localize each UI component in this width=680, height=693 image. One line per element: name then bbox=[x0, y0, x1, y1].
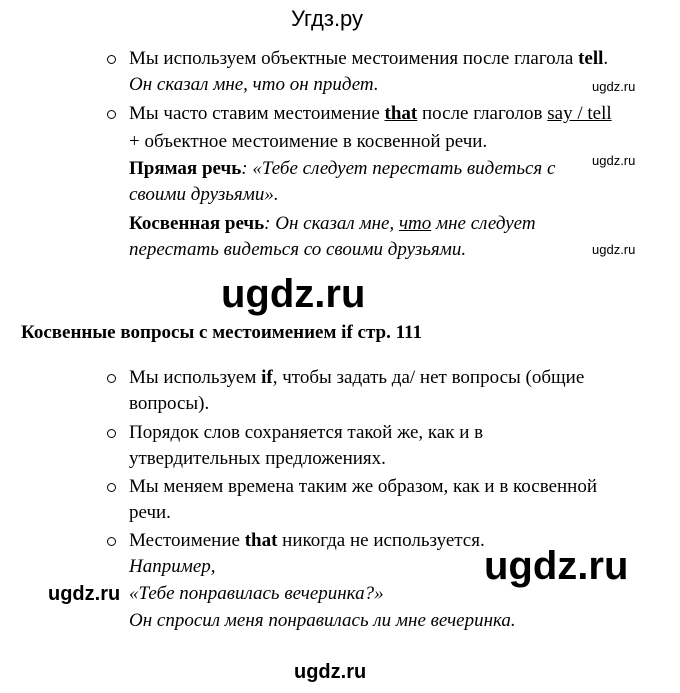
list-item-text: Мы меняем времена таким же образом, как и в косвенной bbox=[129, 476, 598, 497]
example-label: Например, bbox=[129, 556, 216, 577]
watermark-small: ugdz.ru bbox=[592, 242, 636, 257]
example-answer: Он спросил меня понравилась ли мне вечеринка. bbox=[129, 610, 516, 631]
watermark-medium: ugdz.ru bbox=[294, 661, 367, 683]
example-text: Он сказал мне, что он придет. bbox=[129, 74, 379, 95]
indirect-speech-line1: Косвенная речь: Он сказал мне, что мне следует bbox=[129, 213, 536, 234]
watermark-small: ugdz.ru bbox=[592, 79, 636, 94]
list-item-text: Мы используем объектные местоимения после глагола tell. bbox=[129, 48, 609, 69]
bullet-icon bbox=[107, 374, 116, 383]
bullet-icon bbox=[107, 537, 116, 546]
bullet-icon bbox=[107, 55, 116, 64]
watermark-large: ugdz.ru bbox=[484, 544, 629, 588]
list-item-text-line2: речи. bbox=[129, 502, 171, 523]
list-item-text-line2: + объектное местоимение в косвенной речи. bbox=[129, 131, 488, 152]
list-item-text: Порядок слов сохраняется такой же, как и в bbox=[129, 422, 484, 443]
bullet-icon bbox=[107, 483, 116, 492]
example-quote: «Тебе понравилась вечеринка?» bbox=[129, 583, 384, 604]
list-item-text: Мы используем if, чтобы задать да/ нет вопросы (общие bbox=[129, 367, 585, 388]
watermark-medium: ugdz.ru bbox=[48, 583, 121, 605]
bullet-icon bbox=[107, 429, 116, 438]
bullet-icon bbox=[107, 110, 116, 119]
list-item-text-line2: вопросы). bbox=[129, 393, 210, 414]
watermark-large: ugdz.ru bbox=[221, 272, 366, 316]
list-item-text-line2: утвердительных предложениях. bbox=[129, 448, 386, 469]
site-title: Угдз.ру bbox=[291, 6, 364, 31]
list-item-text: Мы часто ставим местоимение that после глаголов say / tell bbox=[129, 103, 612, 124]
direct-speech-line1: Прямая речь: «Тебе следует перестать видеться с bbox=[129, 158, 556, 179]
section-heading: Косвенные вопросы с местоимением if стр. 111 bbox=[21, 322, 423, 343]
direct-speech-line2: своими друзьями». bbox=[129, 184, 279, 205]
watermark-small: ugdz.ru bbox=[592, 153, 636, 168]
list-item-text: Местоимение that никогда не используется. bbox=[129, 530, 485, 551]
indirect-speech-line2: перестать видеться со своими друзьями. bbox=[129, 239, 467, 260]
